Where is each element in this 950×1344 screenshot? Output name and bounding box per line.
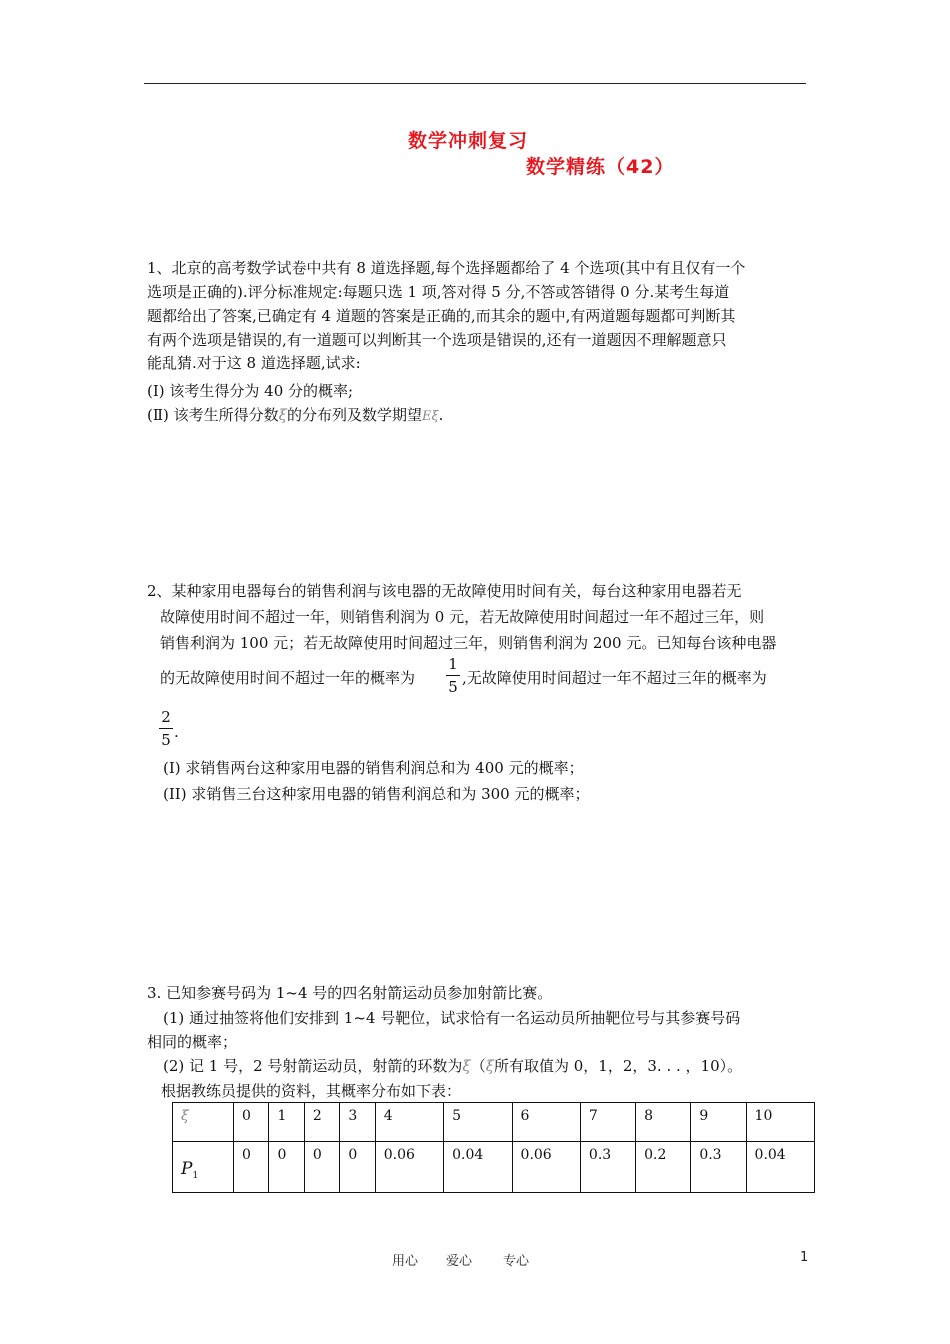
table-cell: 3 [340,1103,375,1142]
probability-table [172,1102,815,1193]
footer-item: 专心 [503,1254,530,1269]
table-cell: 8 [636,1103,691,1142]
q3-part-2: (2) 记 1 号，2 号射箭运动员，射箭的环数为ξ（ξ所有取值为 0，1，2，3. . . ，10）。 [163,1057,743,1075]
xi-symbol: ξ [278,406,287,424]
table-cell: 0.3 [691,1142,746,1193]
q1-line-2: 选项是正确的).评分标准规定:每题只选 1 项,答对得 5 分,不答或答错得 0 分.某考生每道 [147,283,730,301]
xi-symbol: ξ [485,1057,494,1075]
table-cell: 0 [304,1142,339,1193]
q3-part-1-line-1: (1) 通过抽签将他们安排到 1~4 号靶位，试求恰有一名运动员所抽靶位号与其参赛号码 [163,1009,741,1027]
fraction-one-fifth: 1 5 [446,654,460,697]
expectation-symbol: Eξ [421,409,439,424]
q2-line-4-suffix: ,无故障使用时间超过一年不超过三年的概率为 [462,669,767,687]
table-cell: 0 [234,1103,269,1142]
page-number: 1 [800,1250,809,1265]
header-rule [144,83,806,84]
table-cell: 6 [512,1103,580,1142]
table-cell: 0 [269,1142,304,1193]
fraction-two-fifths: 2 5 [159,707,173,750]
q2-line-2: 故障使用时间不超过一年，则销售利润为 0 元，若无故障使用时间超过一年不超过三年，则 [160,608,765,626]
table-cell: 4 [375,1103,443,1142]
footer-item: 爱心 [446,1254,473,1269]
table-row [173,1103,815,1142]
table-cell: 2 [304,1103,339,1142]
table-cell: 0.06 [512,1142,580,1193]
table-cell: 0.06 [375,1142,443,1193]
q3-table-intro: 根据教练员提供的资料，其概率分布如下表： [161,1082,462,1100]
q2-line-1: 2、某种家用电器每台的销售利润与该电器的无故障使用时间有关，每台这种家用电器若无 [147,582,742,600]
q2-part-1: (I) 求销售两台这种家用电器的销售利润总和为 400 元的概率； [163,759,584,777]
table-cell: 7 [580,1103,635,1142]
footer-item: 用心 [392,1254,419,1269]
table-cell: 0.3 [580,1142,635,1193]
table-cell: 9 [691,1103,746,1142]
q3-intro: 3. 已知参赛号码为 1~4 号的四名射箭运动员参加射箭比赛。 [147,984,553,1002]
table-cell: 1 [269,1103,304,1142]
table-header-cell: ξ [173,1103,234,1142]
q3-part-1-line-2: 相同的概率； [147,1033,238,1051]
q2-fraction-period: . [174,723,179,741]
table-cell: 0.2 [636,1142,691,1193]
table-cell: 10 [746,1103,814,1142]
q1-part-1: (Ⅰ) 该考生得分为 40 分的概率; [147,382,354,400]
q2-line-4-prefix: 的无故障使用时间不超过一年的概率为 [160,669,416,687]
table-cell: 0.04 [444,1142,512,1193]
table-cell: 0.04 [746,1142,814,1193]
q2-part-2: (II) 求销售三台这种家用电器的销售利润总和为 300 元的概率； [163,785,590,803]
table-cell: 5 [444,1103,512,1142]
q1-line-5: 能乱猜.对于这 8 道选择题,试求: [147,354,361,372]
page-title: 数学冲刺复习 [408,130,529,152]
q1-line-4: 有两个选项是错误的,有一道题可以判断其一个选项是错误的,还有一道题因不理解题意只 [147,331,727,349]
table-header-cell: $P_1$ [173,1142,234,1193]
table-cell: 0 [234,1142,269,1193]
q1-part-2: (Ⅱ) 该考生所得分数ξ的分布列及数学期望Eξ. [147,406,444,424]
q1-line-3: 题都给出了答案,已确定有 4 道题的答案是正确的,而其余的题中,有两道题每题都可判断其 [147,307,736,325]
table-cell: 0 [340,1142,375,1193]
xi-symbol: ξ [462,1057,471,1075]
table-row [173,1142,815,1193]
q1-line-1: 1、北京的高考数学试卷中共有 8 道选择题,每个选择题都给了 4 个选项(其中有且仅有一个 [147,259,746,277]
q2-line-3: 销售利润为 100 元；若无故障使用时间超过三年，则销售利润为 200 元。已知每台该种电器 [160,634,777,652]
page-subtitle: 数学精练（42） [526,156,675,178]
